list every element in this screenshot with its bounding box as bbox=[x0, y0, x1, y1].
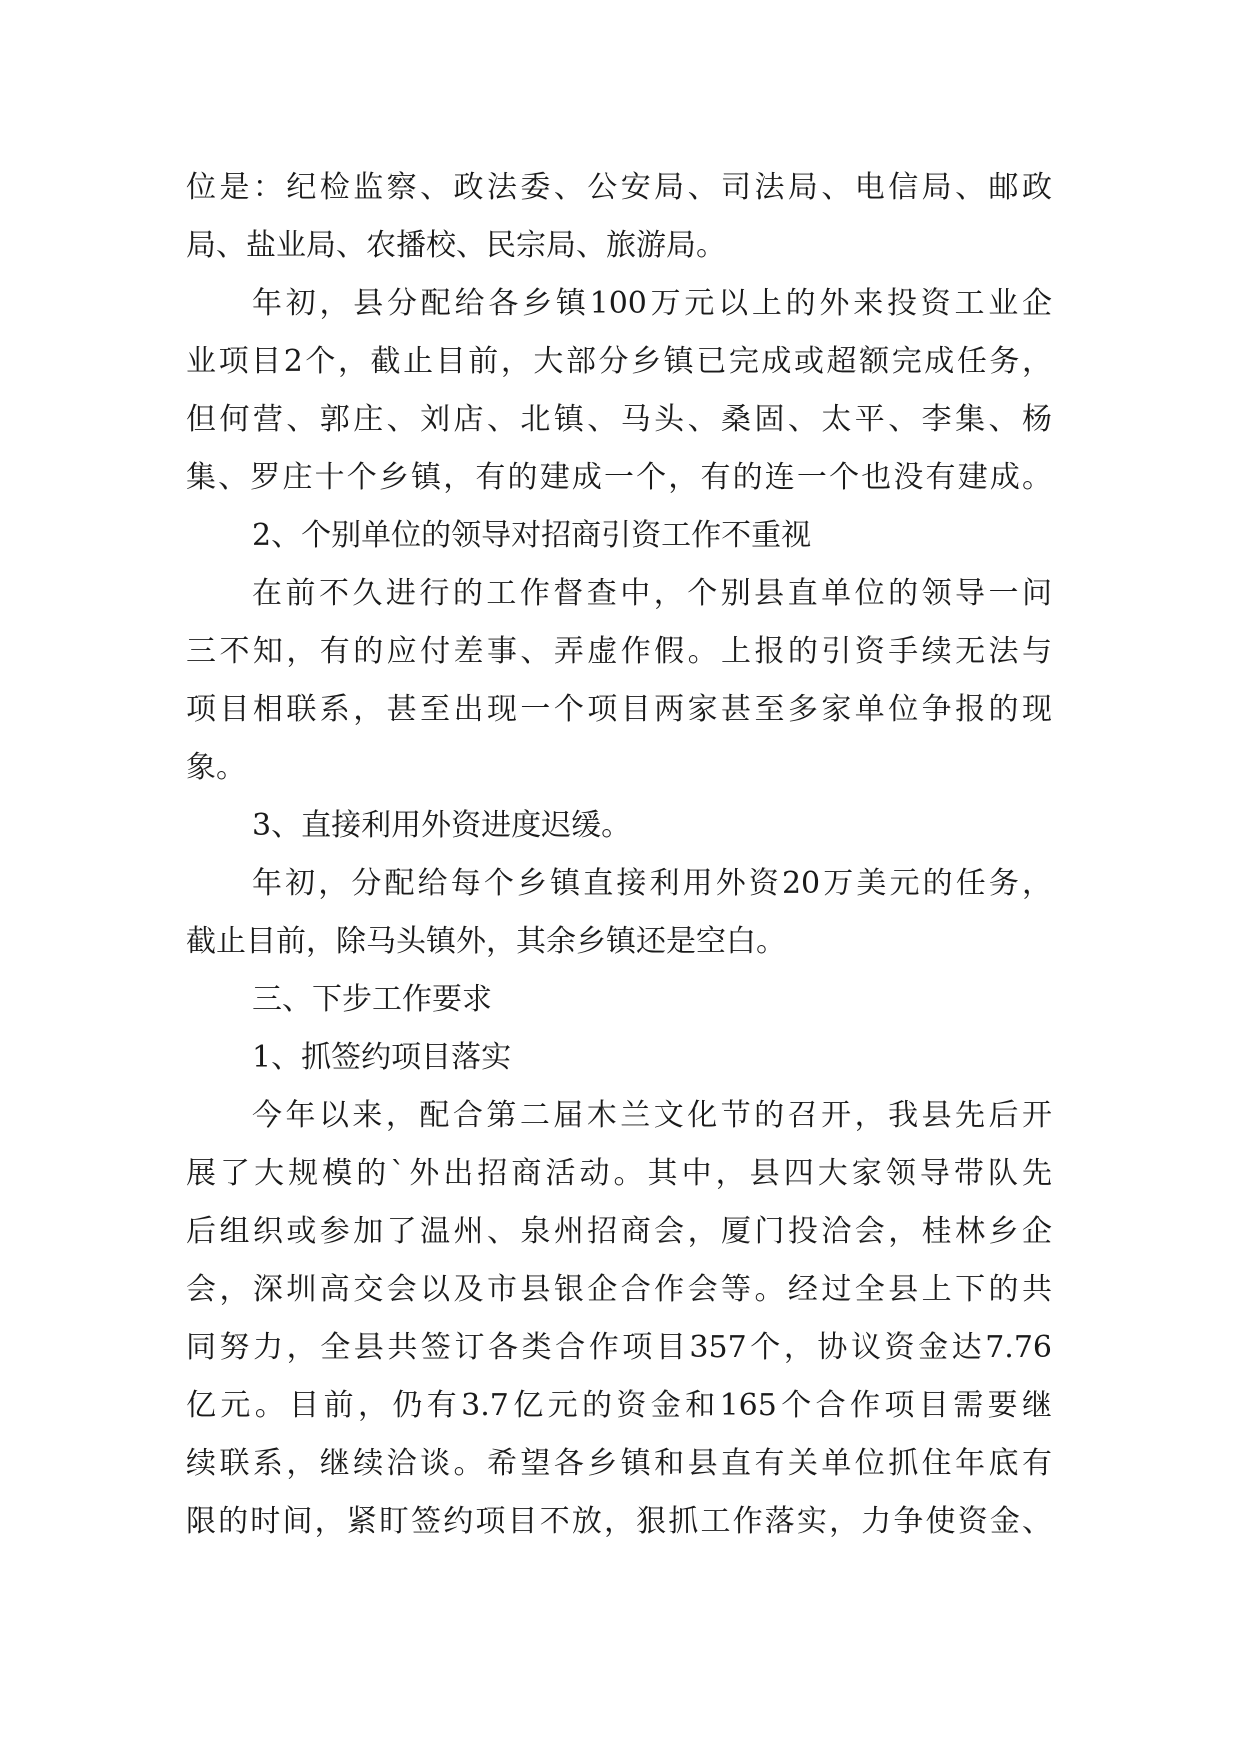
text-line: 后组织或参加了温州、泉州招商会，厦门投洽会，桂林乡企 bbox=[186, 1214, 1052, 1249]
text-line: 同努力，全县共签订各类合作项目357个，协议资金达7.76 bbox=[186, 1330, 1052, 1365]
text-line: 续联系，继续洽谈。希望各乡镇和县直有关单位抓住年底有 bbox=[186, 1446, 1052, 1481]
text-line: 项目相联系，甚至出现一个项目两家甚至多家单位争报的现 bbox=[186, 692, 1052, 727]
text-line: 但何营、郭庄、刘店、北镇、马头、桑固、太平、李集、杨 bbox=[186, 402, 1052, 437]
text-line: 三不知，有的应付差事、弄虚作假。上报的引资手续无法与 bbox=[186, 634, 1052, 669]
section-heading: 三、下步工作要求 bbox=[252, 982, 492, 1017]
text-line: 会，深圳高交会以及市县银企合作会等。经过全县上下的共 bbox=[186, 1272, 1052, 1307]
text-line: 集、罗庄十个乡镇，有的建成一个，有的连一个也没有建成。 bbox=[186, 460, 1052, 495]
paragraph-first-line: 年初，县分配给各乡镇100万元以上的外来投资工业企 bbox=[252, 286, 1052, 321]
section-heading: 3、直接利用外资进度迟缓。 bbox=[252, 808, 632, 843]
text-line: 截止目前，除马头镇外，其余乡镇还是空白。 bbox=[186, 924, 786, 959]
text-line: 象。 bbox=[186, 750, 246, 785]
text-line: 亿元。目前，仍有3.7亿元的资金和165个合作项目需要继 bbox=[186, 1388, 1052, 1423]
text-line: 限的时间，紧盯签约项目不放，狠抓工作落实，力争使资金、 bbox=[186, 1504, 1052, 1539]
paragraph-first-line: 在前不久进行的工作督查中，个别县直单位的领导一问 bbox=[252, 576, 1052, 611]
text-line: 业项目2个，截止目前，大部分乡镇已完成或超额完成任务， bbox=[186, 344, 1052, 379]
paragraph-first-line: 年初，分配给每个乡镇直接利用外资20万美元的任务， bbox=[252, 866, 1052, 901]
section-heading: 2、个别单位的领导对招商引资工作不重视 bbox=[252, 518, 812, 553]
section-heading: 1、抓签约项目落实 bbox=[252, 1040, 512, 1075]
paragraph-first-line: 今年以来，配合第二届木兰文化节的召开，我县先后开 bbox=[252, 1098, 1052, 1133]
text-line: 位是：纪检监察、政法委、公安局、司法局、电信局、邮政 bbox=[186, 170, 1052, 205]
text-line: 展了大规模的`外出招商活动。其中，县四大家领导带队先 bbox=[186, 1156, 1052, 1191]
text-line: 局、盐业局、农播校、民宗局、旅游局。 bbox=[186, 228, 726, 263]
